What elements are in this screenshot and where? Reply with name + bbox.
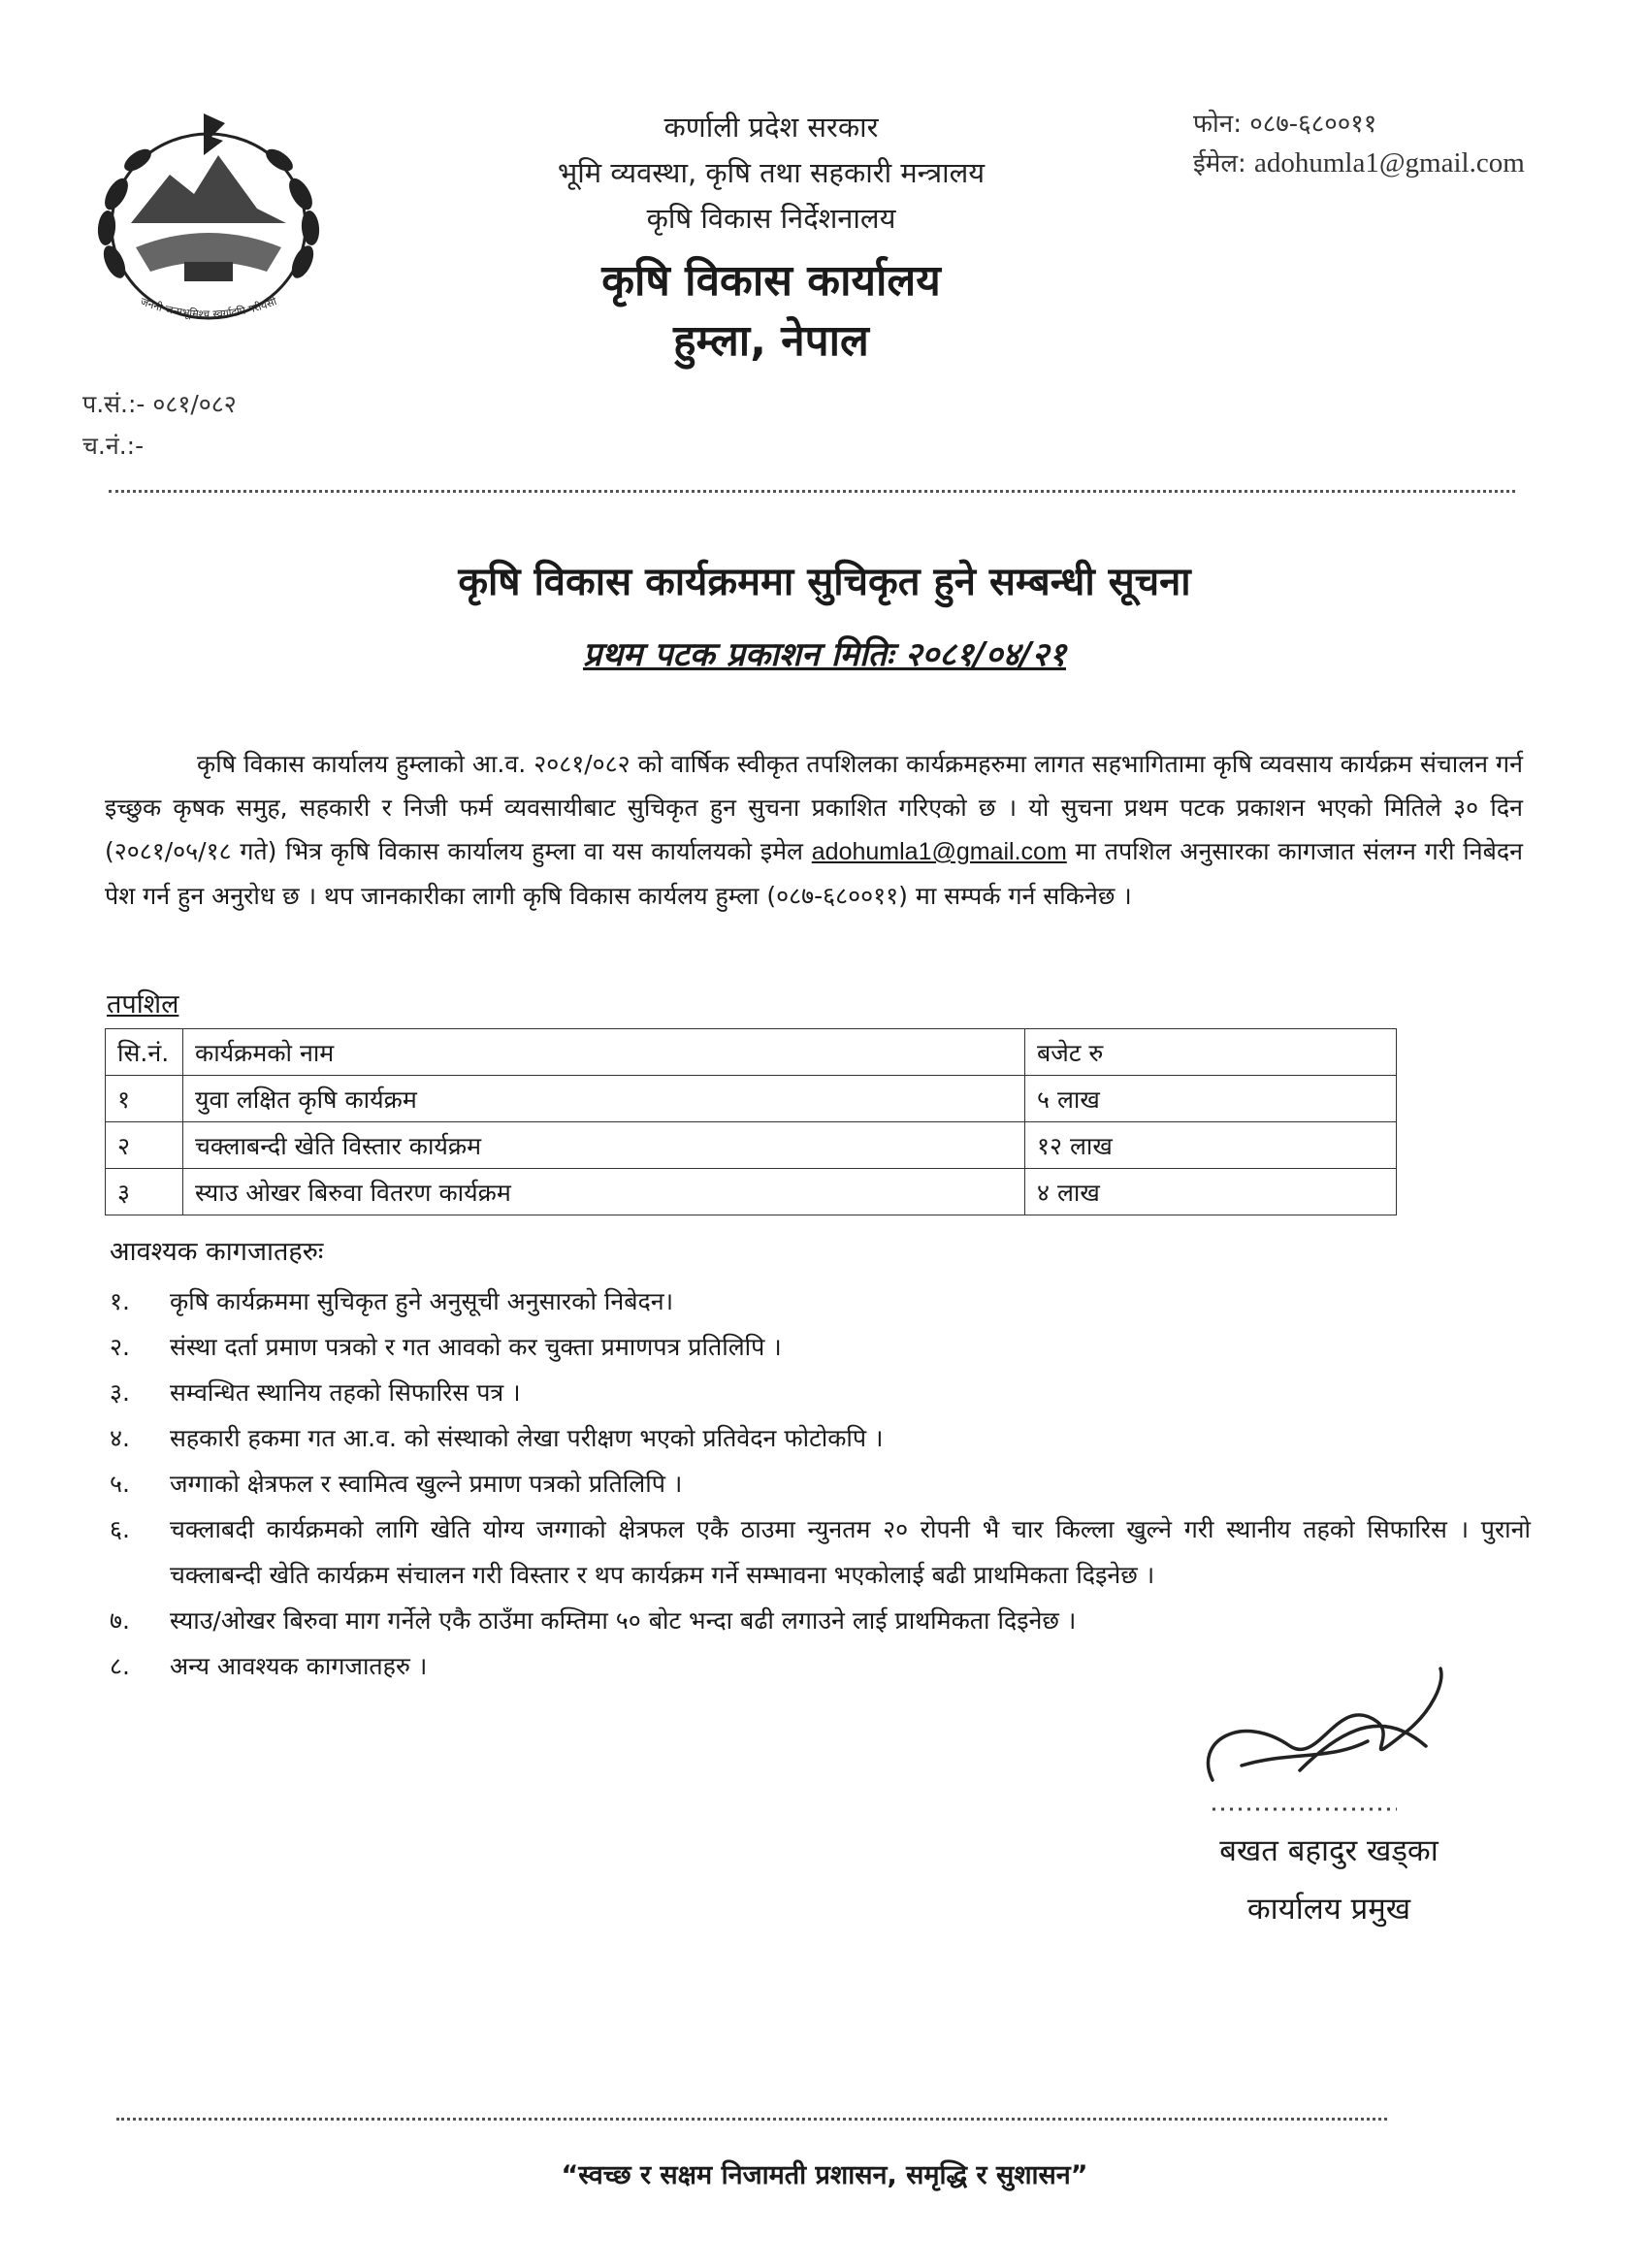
svg-text:जननी जन्मभूमिश्च स्वर्गादपि गर (139, 295, 278, 321)
header-divider (109, 490, 1515, 493)
list-item (105, 1279, 1531, 1324)
contact-block (1193, 105, 1525, 183)
government-name: कर्णाली प्रदेश सरकार (663, 111, 879, 144)
list-item (105, 1370, 1531, 1415)
list-text: जग्गाको क्षेत्रफल र स्वामित्व खुल्ने प्रमाण पत्रको प्रतिलिपि । (170, 1470, 683, 1498)
table-cell: १ (106, 1076, 183, 1122)
documents-list (105, 1279, 1531, 1689)
notice-title: कृषि विकास कार्यक्रममा सुचिकृत हुने सम्बन्धी सूचना (458, 560, 1191, 604)
publication-date-line (97, 631, 1552, 675)
signatory-title: कार्यालय प्रमुख (1246, 1892, 1411, 1927)
list-item (105, 1598, 1531, 1643)
ministry-name: भूमि व्यवस्था, कृषि तथा सहकारी मन्त्रालय (557, 156, 986, 189)
table-row (106, 1169, 1397, 1215)
body-text-a: कृषि विकास कार्यालय हुम्लाको आ.व. २०८१/०८२ को वार्षिक स्वीकृत तपशिलका कार्यक्रमहरुमा लागत सहभागितामा कृषि व्यवसाय कार्यक्रम संचालन गर्न इच्छुक कृषक समुह, सहकारी र निजी फर्म व्यवसायीबाट सुचिकृत हुन सुचना प्रकाशित गरिएको छ । यो सुचना प्रथम पटक प्रकाशन भएको मितिले ३० दिन (२०८१/०५/१८ गते) भित्र कृषि विकास कार्यालय हुम्ला वा यस कार्यालयको इमेल (105, 750, 1523, 865)
dispatch-number: च.नं.:- (82, 432, 145, 460)
email-line (1193, 144, 1525, 183)
list-text: कृषि कार्यक्रममा सुचिकृत हुने अनुसूची अनुसारको निबेदन। (170, 1287, 674, 1315)
table-row (106, 1076, 1397, 1122)
list-text: स्याउ/ओखर बिरुवा माग गर्नेले एकै ठाउँमा कम्तिमा ५० बोट भन्दा बढी लगाउने लाई प्राथमिकता दिइनेछ । (170, 1606, 1077, 1635)
nepal-emblem-icon (78, 102, 340, 340)
letterhead (388, 105, 1154, 370)
list-item (105, 1415, 1531, 1461)
signatory-block (1174, 1822, 1484, 1938)
list-number: ४. (110, 1424, 130, 1452)
schedule-label: तपशिल (107, 989, 179, 1020)
signature-icon (1183, 1654, 1474, 1824)
email-address: adohumla1@gmail.com (1253, 147, 1525, 178)
phone-number: फोन: ०८७-६८००११ (1193, 110, 1377, 139)
table-header-row (106, 1029, 1397, 1076)
directorate-name: कृषि विकास निर्देशनालय (646, 202, 896, 235)
list-number: ७. (110, 1606, 130, 1635)
table-cell: २ (106, 1122, 183, 1169)
table-row (106, 1122, 1397, 1169)
footer-divider (116, 2118, 1387, 2121)
list-text: संस्था दर्ता प्रमाण पत्रको र गत आवको कर चुक्ता प्रमाणपत्र प्रतिलिपि । (170, 1333, 782, 1361)
email-label: ईमेल: (1193, 149, 1246, 178)
office-location: हुम्ला, नेपाल (673, 316, 869, 366)
reference-block (82, 383, 237, 467)
table-cell: चक्लाबन्दी खेति विस्तार कार्यक्रम (183, 1122, 1025, 1169)
list-text: अन्य आवश्यक कागजातहरु । (170, 1652, 428, 1680)
list-number: ८. (110, 1652, 130, 1680)
body-text-b: मा तपशिल अनुसारका कागजात संलग्न गरी निबेदन पेश गर्न हुन अनुरोध छ । थप जानकारीका लागी कृषि विकास कार्यलय हुम्ला (०८७-६८००११) मा सम्पर्क गर्न सकिनेछ । (105, 837, 1523, 910)
table-cell: युवा लक्षित कृषि कार्यक्रम (183, 1076, 1025, 1122)
list-number: ५. (110, 1470, 130, 1498)
list-text: सम्वन्धित स्थानिय तहको सिफारिस पत्र । (170, 1378, 521, 1407)
footer-motto: “स्वच्छ र सक्षम निजामती प्रशासन, समृद्धि र सुशासन” (561, 2160, 1088, 2190)
table-cell: ४ लाख (1025, 1169, 1397, 1215)
documents-label: आवश्यक कागजातहरुः (110, 1237, 324, 1267)
list-item (105, 1461, 1531, 1507)
list-number: १. (110, 1287, 130, 1315)
table-header-cell: सि.नं. (106, 1029, 183, 1076)
notice-body (105, 742, 1523, 918)
table-cell: ५ लाख (1025, 1076, 1397, 1122)
emblem-motto: जननी जन्मभूमिश्च स्वर्गादपि गरीयसी (138, 295, 279, 321)
table-cell: १२ लाख (1025, 1122, 1397, 1169)
body-email-link[interactable]: adohumla1@gmail.com (811, 838, 1067, 865)
list-number: ६. (110, 1515, 130, 1543)
list-number: ३. (110, 1378, 130, 1407)
list-number: २. (110, 1333, 130, 1361)
table-cell: ३ (106, 1169, 183, 1215)
list-text: सहकारी हकमा गत आ.व. को संस्थाको लेखा परीक्षण भएको प्रतिवेदन फोटोकपि । (170, 1424, 884, 1452)
publication-date: प्रथम पटक प्रकाशन मितिः २०८१/०४/२१ (582, 635, 1067, 674)
office-name: कृषि विकास कार्यालय (601, 256, 941, 306)
list-item (105, 1324, 1531, 1370)
table-cell: स्याउ ओखर बिरुवा वितरण कार्यक्रम (183, 1169, 1025, 1215)
table-header-cell: बजेट रु (1025, 1029, 1397, 1076)
budget-table (105, 1028, 1397, 1215)
table-header-cell: कार्यक्रमको नाम (183, 1029, 1025, 1076)
signatory-name: बखत बहादुर खड्का (1219, 1833, 1439, 1868)
letter-number: प.सं.:- ०८१/०८२ (82, 390, 237, 418)
list-item (105, 1507, 1531, 1598)
list-text: चक्लाबदी कार्यक्रमको लागि खेति योग्य जग्गाको क्षेत्रफल एकै ठाउमा न्युनतम २० रोपनी भै चार किल्ला खुल्ने गरी स्थानीय तहको सिफारिस । पुरानो चक्लाबन्दी खेति कार्यक्रम संचालन गरी विस्तार र थप कार्यक्रम गर्ने सम्भावना भएकोलाई बढी प्राथमिकता दिइनेछ । (170, 1515, 1531, 1589)
